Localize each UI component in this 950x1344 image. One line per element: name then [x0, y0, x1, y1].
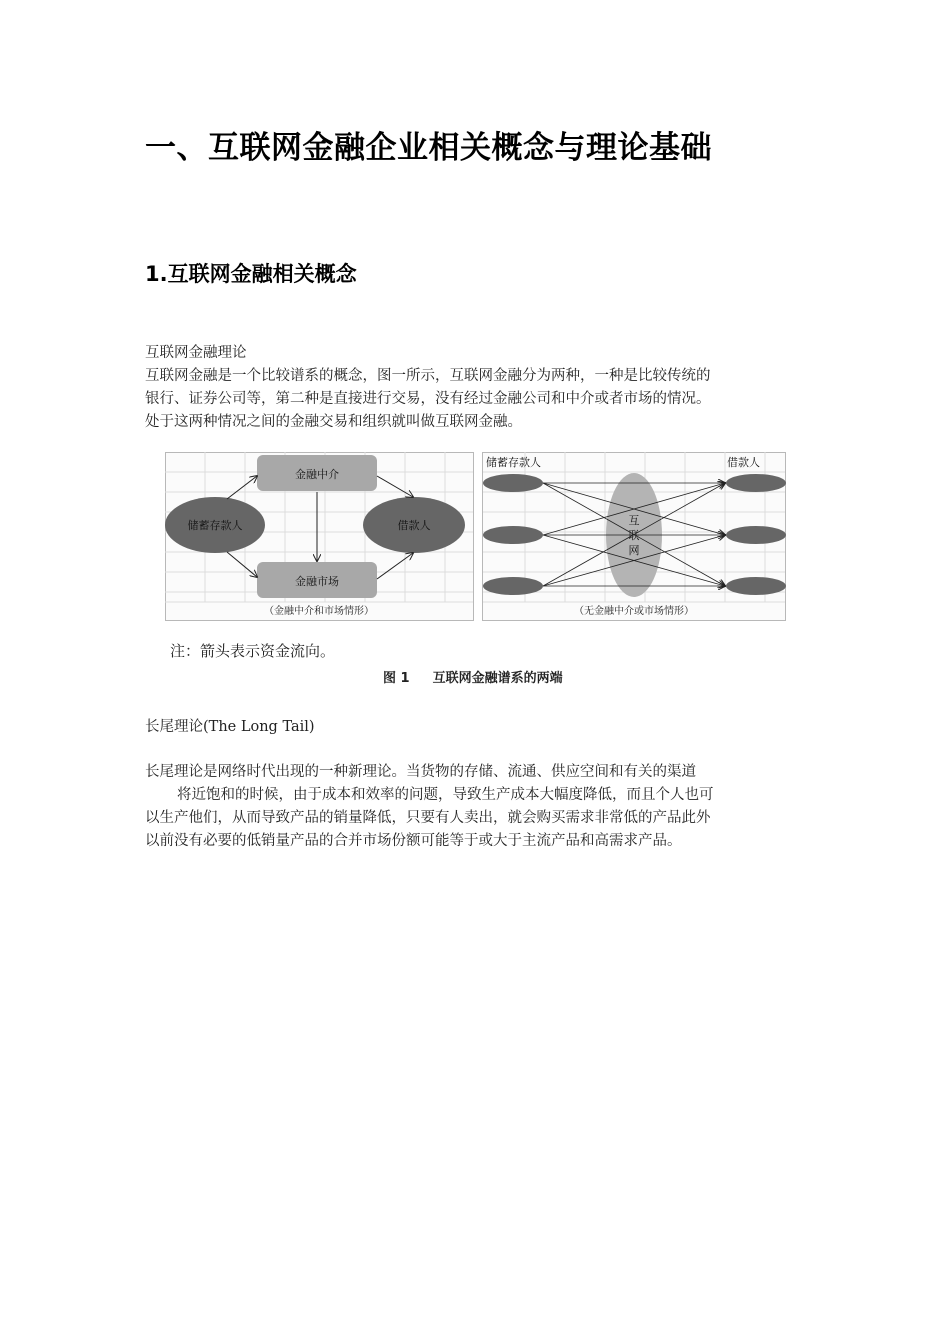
borrower-node [726, 526, 786, 544]
paragraph-line: 互联网金融是一个比较谱系的概念，图一所示，互联网金融分为两种，一种是比较传统的 [145, 368, 711, 384]
long-tail-title [145, 716, 810, 739]
paragraph-line: 以前没有必要的低销量产品的合并市场份额可能等于或大于主流产品和高需求产品。 [145, 833, 682, 849]
borrower-node [726, 474, 786, 492]
long-tail-paragraph [145, 761, 810, 853]
figure-note: 注：箭头表示资金流向。 [170, 642, 336, 660]
caption-number: 图 1 [383, 671, 410, 686]
saver-label: 储蓄存款人 [187, 519, 243, 532]
paragraph-line: 处于这两种情况之间的金融交易和组织就叫做互联网金融。 [145, 414, 522, 430]
right-subcaption: （无金融中介或市场情形） [574, 606, 694, 617]
left-subcaption: （金融中介和市场情形） [264, 606, 374, 617]
left-panel [165, 452, 474, 621]
internet-finance-theory-paragraph [145, 342, 810, 434]
market-label: 金融市场 [295, 575, 339, 588]
saver-node [483, 474, 543, 492]
paragraph-line: 将近饱和的时候，由于成本和效率的问题，导致生产成本大幅度降低，而且个人也可 [177, 787, 714, 803]
borrower-node [726, 577, 786, 595]
right-saver-label: 储蓄存款人 [486, 456, 541, 469]
paragraph-line: 银行、证券公司等，第二种是直接进行交易，没有经过金融公司和中介或者市场的情况。 [145, 391, 711, 407]
right-borrower-label: 借款人 [727, 456, 760, 469]
chapter-heading: 一、互联网金融企业相关概念与理论基础 [145, 130, 712, 166]
right-panel [483, 452, 787, 621]
paragraph-line: 以生产他们，从而导致产品的销量降低，只要有人卖出，就会购买需求非常低的产品此外 [145, 810, 711, 826]
internet-label-1: 互 [628, 514, 640, 527]
saver-node [483, 577, 543, 595]
subsection-title: 互联网金融理论 [145, 345, 247, 361]
paragraph-line: 长尾理论是网络时代出现的一种新理论。当货物的存储、流通、供应空间和有关的渠道 [145, 764, 696, 780]
intermediary-label: 金融中介 [295, 468, 339, 481]
subsection-title: 长尾理论(The Long Tail) [145, 719, 315, 735]
borrower-label: 借款人 [397, 519, 431, 532]
saver-node [483, 526, 543, 544]
section-heading: 1.互联网金融相关概念 [145, 262, 357, 286]
internet-label-3: 网 [628, 544, 640, 557]
caption-text: 互联网金融谱系的两端 [432, 671, 563, 686]
internet-label-2: 联 [628, 529, 640, 542]
figure-caption [383, 667, 563, 686]
spectrum-figure [165, 452, 787, 622]
